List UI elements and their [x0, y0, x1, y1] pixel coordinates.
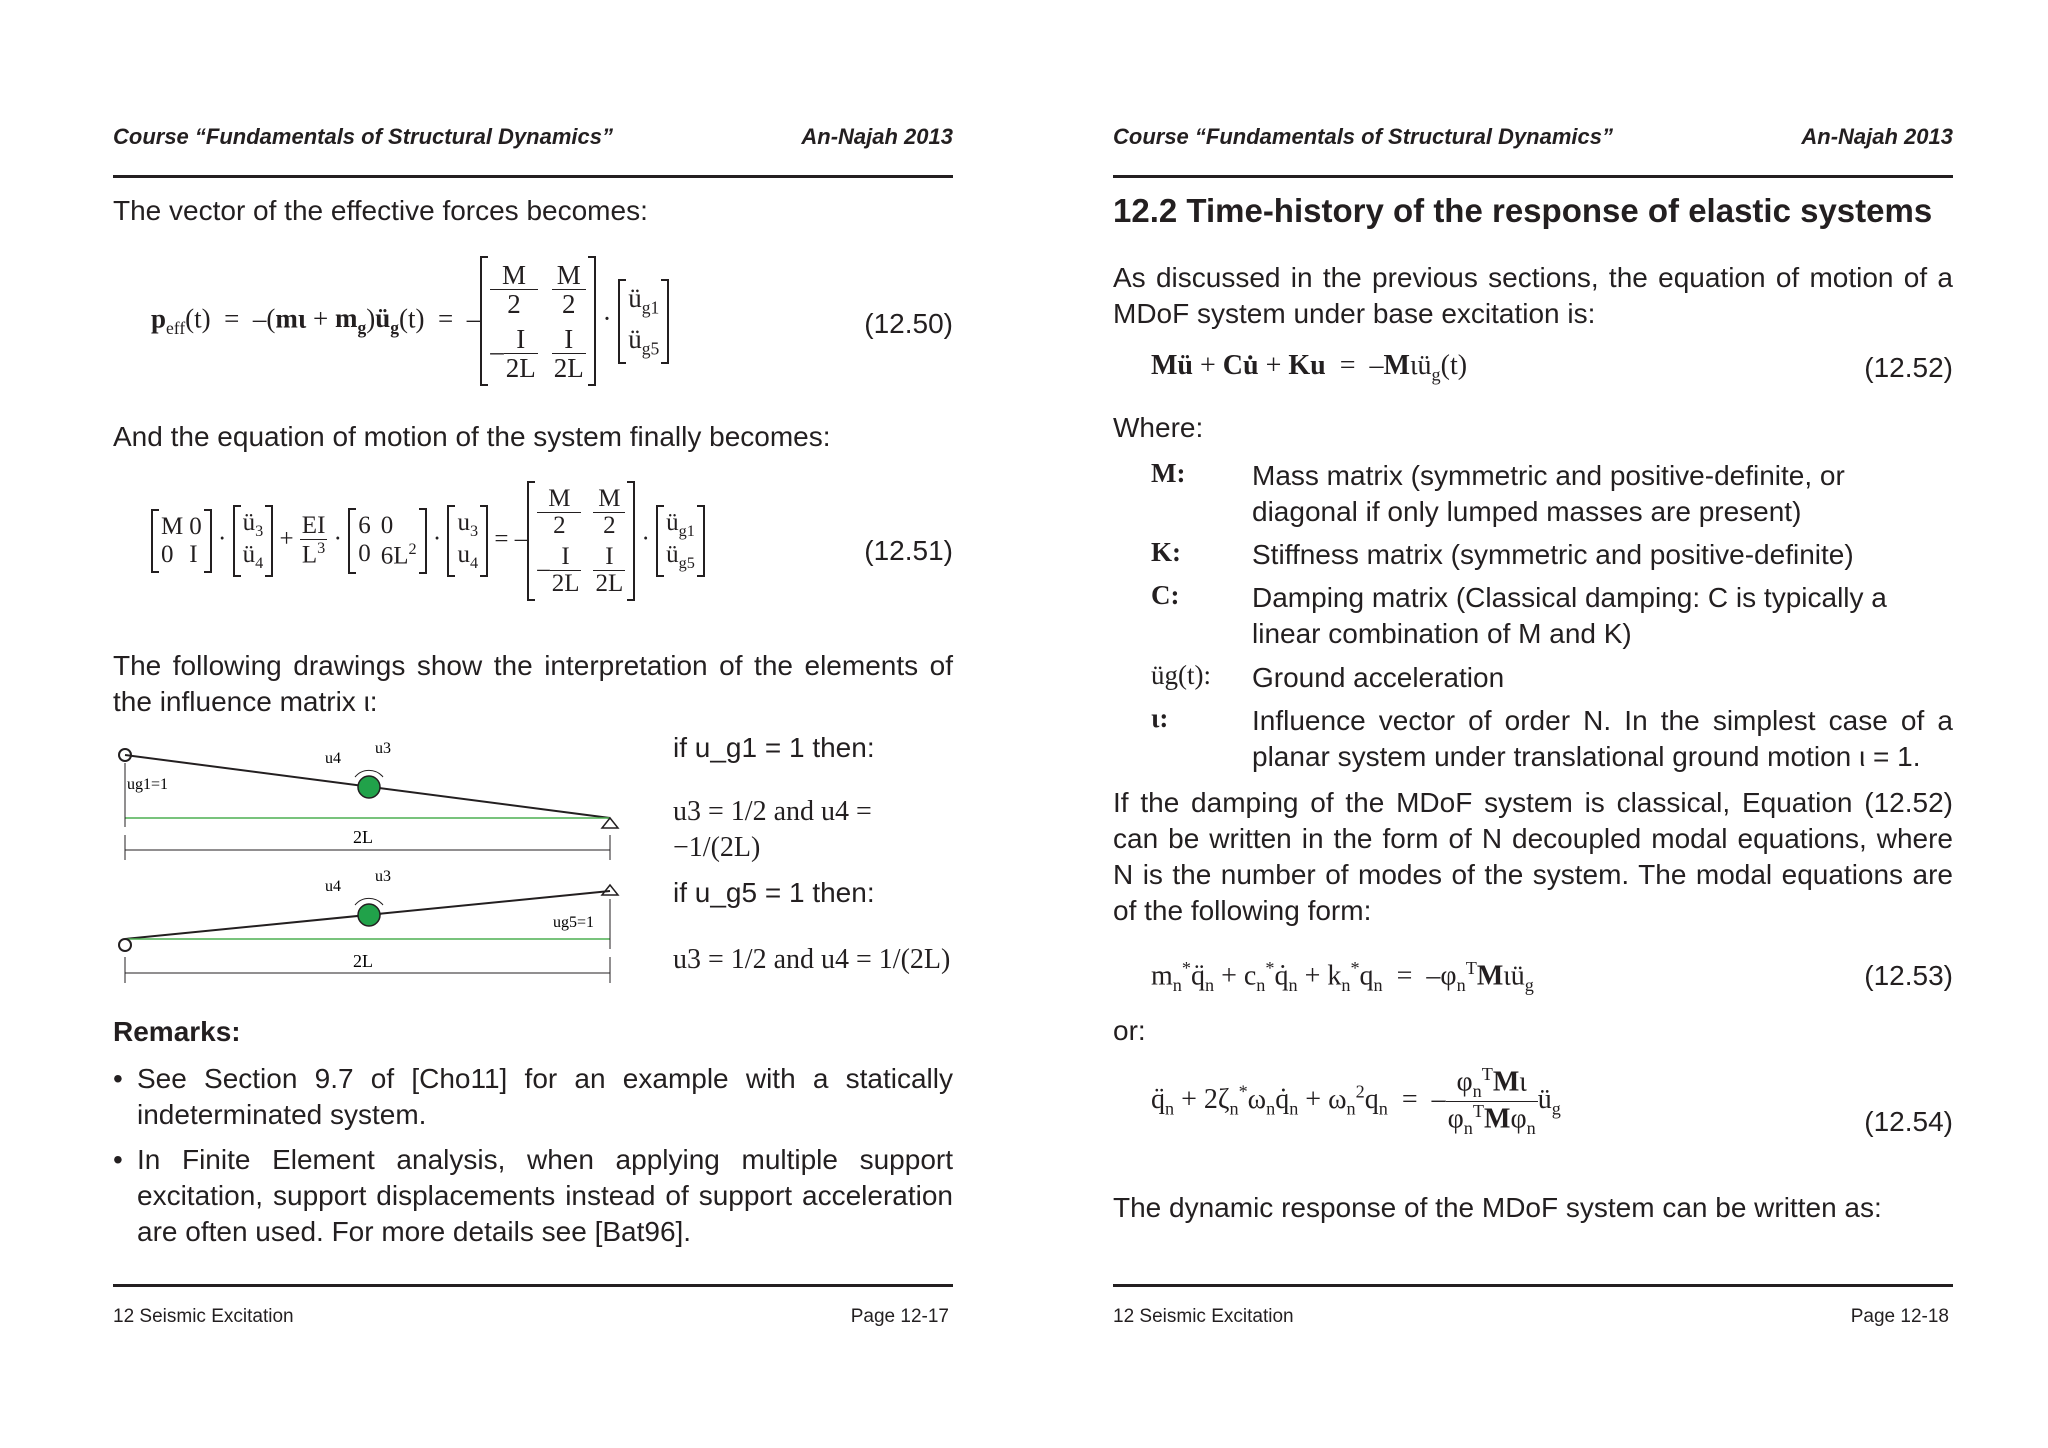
def-symbol-ug: üg(t):	[1151, 660, 1211, 690]
span-label-2: 2L	[353, 951, 373, 971]
ug5-label: ug5=1	[553, 914, 595, 931]
def-text-ug: Ground acceleration	[1252, 662, 1505, 693]
header-rule	[113, 175, 953, 178]
def-symbol-K: K:	[1151, 537, 1181, 567]
u3-label-1: u3	[375, 740, 391, 757]
right-page	[1113, 0, 1953, 1448]
equation-12-54: $q̈_n$ + $2\zeta_n^*\omega_nq̇_n + \omega_n^2q_n$ = – $\frac{\varphi_n^TM\iota}{\varphi_n^TM\varphi_n}$ $ü_g$	[1151, 1064, 1561, 1138]
footer-page: Page 12-17	[850, 1306, 949, 1327]
response-text: The dynamic response of the MDoF system can be written as:	[1113, 1192, 1882, 1223]
case1-result: u3 = 1/2 and u4 = −1/(2L)	[673, 796, 872, 863]
ug1-label: ug1=1	[127, 776, 169, 793]
remark-bullet-1-text: See Section 9.7 of [Cho11] for an example with a statically indeterminated system.	[137, 1063, 953, 1130]
pin-support-icon-2	[602, 885, 618, 895]
equation-12-51: M 0 0 I · $ü_3$ $ü_4$ + $\frac{EI}{L^3}$ · 6 0 0 $6L^2$ · $u_3$ $u_4$ = – $\frac{M}{2}$ $\frac{M}{2}$ – $\frac{I}{2L}$ $\frac{I}{2L}$ · $ü_{g1}$ $ü_{g5}$	[151, 483, 705, 599]
footer-chapter: 12 Seismic Excitation	[1113, 1306, 1294, 1327]
header-place: An-Najah 2013	[1801, 124, 1953, 149]
right-footer	[1113, 1306, 1953, 1328]
eq-number-12-54: (12.54)	[1864, 1106, 1953, 1137]
u3-label-2: u3	[375, 868, 391, 885]
classical-text: If the damping of the MDoF system is classical, Equation (12.52) can be written in the form of N decoupled modal equations, where N is the number of modes of the system. The modal equations are of the following form:	[1113, 787, 1953, 926]
def-symbol-C: C:	[1151, 580, 1180, 610]
intro-text: As discussed in the previous sections, the equation of motion of a MDoF system under base excitation is:	[1113, 262, 1953, 329]
eq-number-12-52: (12.52)	[1864, 352, 1953, 383]
def-text-M: Mass matrix (symmetric and positive-definite, or diagonal if only lumped masses are present)	[1252, 460, 1845, 527]
case1-if: if u_g1 = 1 then:	[673, 732, 875, 763]
footer-chapter: 12 Seismic Excitation	[113, 1306, 294, 1327]
left-header	[113, 124, 953, 150]
footer-rule	[113, 1284, 953, 1287]
span-label-1: 2L	[353, 827, 373, 847]
def-text-C: Damping matrix (Classical damping: C is typically a linear combination of M and K)	[1252, 582, 1887, 649]
footer-page: Page 12-18	[1850, 1306, 1949, 1327]
node-icon-2	[358, 904, 380, 926]
intro-drawings: The following drawings show the interpretation of the elements of the influence matrix ι:	[113, 650, 953, 717]
left-footer	[113, 1306, 953, 1328]
or-label: or:	[1113, 1015, 1146, 1046]
section-title: 12.2 Time-history of the response of elastic systems	[1113, 192, 1933, 229]
header-course: Course “Fundamentals of Structural Dynamics”	[1113, 124, 1613, 149]
def-symbol-iota: ι:	[1151, 703, 1169, 733]
where-label: Where:	[1113, 412, 1204, 443]
equation-12-53: $m_n^*q̈_n$ + $c_n^*q̇_n + k_n^*q_n$ = $-\varphi_n^TM\iota ü_g$	[1151, 958, 1534, 995]
header-rule	[1113, 175, 1953, 178]
equation-12-50: $p_{eff}(t) = -(m\iota$ + $m_g)ü_g(t)$ = – $\frac{M}{2}$ $\frac{M}{2}$ – $\frac{I}{2L}$ $\frac{I}{2L}$ · $ü_{g1}$ $ü_{g5}$	[151, 258, 669, 384]
node-icon	[358, 776, 380, 798]
remark-bullet-2-text: In Finite Element analysis, when applying multiple support excitation, support displacements instead of support acceleration are often used. For more details see [Bat96].	[137, 1144, 953, 1247]
case2-if: if u_g5 = 1 then:	[673, 877, 875, 908]
remark-bullet-2: • In Finite Element analysis, when applying multiple support excitation, support displacements instead of support acceleration are often used. For more details see [Bat96].	[113, 1144, 953, 1247]
u4-label-2: u4	[325, 878, 341, 895]
case2-result: u3 = 1/2 and u4 = 1/(2L)	[673, 944, 951, 975]
remarks-title: Remarks:	[113, 1016, 241, 1047]
remark-bullet-1: • See Section 9.7 of [Cho11] for an example with a statically indeterminated system.	[113, 1063, 953, 1130]
left-page	[113, 0, 953, 1448]
def-symbol-M: M:	[1151, 458, 1186, 488]
pin-support-icon	[602, 818, 618, 828]
eq-number-12-53: (12.53)	[1864, 960, 1953, 991]
eq-number-12-51: (12.51)	[864, 535, 953, 566]
roller-support-icon-2	[119, 939, 131, 951]
equation-12-52: Mü + Cu̇ + Ku = –Mιü$_g$(t)	[1151, 350, 1468, 385]
def-text-K: Stiffness matrix (symmetric and positive-definite)	[1252, 539, 1854, 570]
influence-drawings	[113, 735, 633, 997]
intro-effective: The vector of the effective forces becomes:	[113, 195, 648, 226]
u4-label-1: u4	[325, 750, 341, 767]
header-course: Course “Fundamentals of Structural Dynamics”	[113, 124, 613, 149]
intro-motion: And the equation of motion of the system finally becomes:	[113, 421, 831, 452]
def-text-iota: Influence vector of order N. In the simplest case of a planar system under translational ground motion ι = 1.	[1252, 705, 1953, 772]
eq-number-12-50: (12.50)	[864, 308, 953, 339]
right-header	[1113, 124, 1953, 150]
header-place: An-Najah 2013	[801, 124, 953, 149]
footer-rule	[1113, 1284, 1953, 1287]
